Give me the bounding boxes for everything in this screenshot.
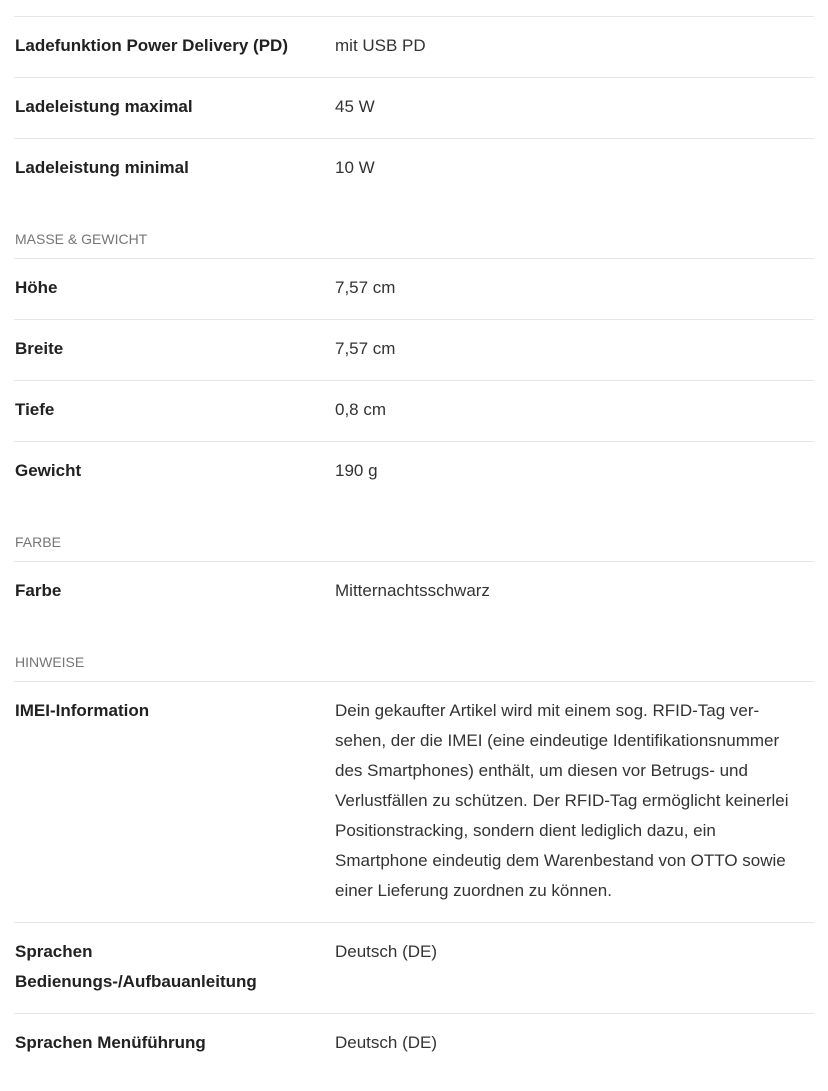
section-heading-color: FARBE	[15, 534, 61, 550]
table-row	[14, 138, 814, 199]
row-label: Tiefe	[15, 400, 55, 419]
table-row	[14, 319, 814, 380]
row-value: Deutsch (DE)	[335, 942, 438, 961]
table-row	[14, 258, 814, 319]
row-label: Sprachen Bedienungs-/Aufbauanleitung	[15, 942, 257, 991]
product-details-table	[14, 16, 814, 1074]
row-label: Höhe	[15, 278, 58, 297]
row-label: IMEI-Information	[15, 701, 150, 720]
row-label: Breite	[15, 339, 64, 358]
row-value: 7,57 cm	[335, 339, 396, 358]
row-value: Dein gekaufter Artikel wird mit einem sog. RFID-Tag versehen, der die IMEI (eine eindeutige Identifikationsnummer des Smartphones) enthält, um diesen vor Betrugs- und Verlustfällen zu schützen. Der RFID-Tag ermöglicht keinerlei Positionstracking, sondern dient lediglich dazu, ein Smartphone eindeutig dem Warenbestand von OTTO sowie einer Lieferung zuordnen zu können.	[335, 701, 789, 900]
row-value: 10 W	[335, 158, 375, 177]
section-heading-dimensions: MASSE & GEWICHT	[15, 231, 148, 247]
row-label: Farbe	[15, 581, 62, 600]
row-label: Gewicht	[15, 461, 82, 480]
section-heading-notes: HINWEISE	[15, 654, 85, 670]
table-row	[14, 380, 814, 441]
row-value: 0,8 cm	[335, 400, 387, 419]
row-value: 190 g	[335, 461, 378, 480]
row-value: mit USB PD	[335, 36, 426, 55]
table-row	[14, 1013, 814, 1074]
table-row	[14, 16, 814, 77]
table-row	[14, 561, 814, 622]
table-row	[14, 77, 814, 138]
row-label: Ladefunktion Power Delivery (PD)	[15, 36, 288, 55]
table-row	[14, 441, 814, 502]
table-row	[14, 681, 814, 922]
row-value: 7,57 cm	[335, 278, 396, 297]
row-label: Sprachen Menüführung	[15, 1033, 206, 1052]
row-value: Mitternachtsschwarz	[335, 581, 490, 600]
table-row	[14, 922, 814, 1013]
row-value: 45 W	[335, 97, 375, 116]
row-value: Deutsch (DE)	[335, 1033, 438, 1052]
row-label: Ladeleistung maximal	[15, 97, 193, 116]
row-label: Ladeleistung minimal	[15, 158, 189, 177]
